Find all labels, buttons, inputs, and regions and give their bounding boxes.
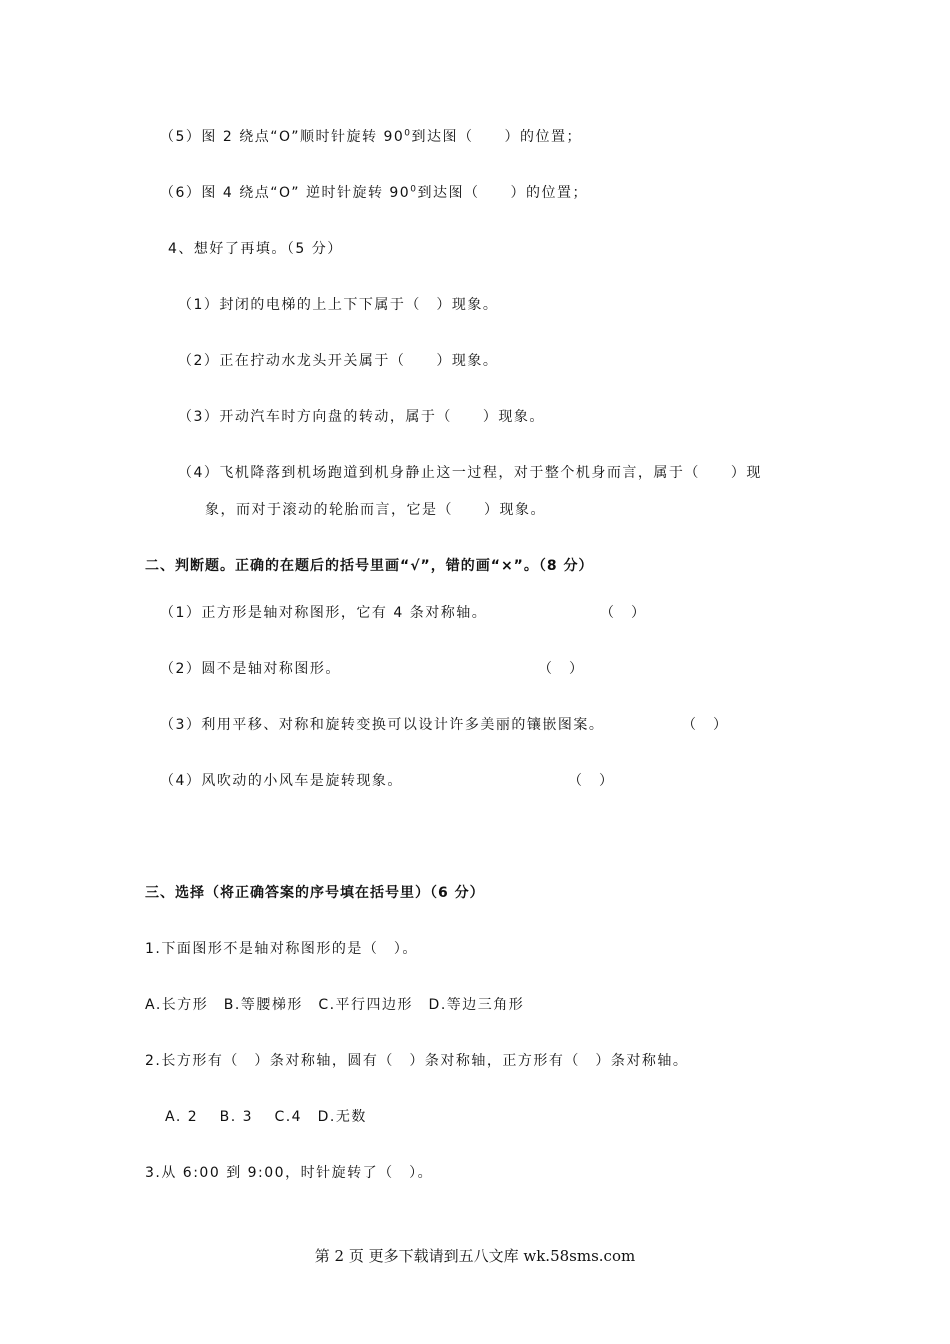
section-3-title: 三、选择（将正确答案的序号填在括号里）（6 分） — [145, 885, 485, 901]
question-5-text-post: 到达图（ ）的位置； — [411, 129, 582, 145]
judgement-bracket: （ ） — [682, 717, 729, 733]
judgement-text: （3）利用平移、对称和旋转变换可以设计许多美丽的镶嵌图案。 — [160, 717, 605, 733]
judgement-text: （2）圆不是轴对称图形。 — [160, 661, 341, 677]
question-4-item: （1）封闭的电梯的上上下下属于（ ）现象。 — [178, 297, 499, 313]
question-4-item-continued: 象，而对于滚动的轮胎而言，它是（ ）现象。 — [205, 502, 546, 518]
question-6-degree: 0 — [410, 184, 418, 195]
choice-question-2: 2.长方形有（ ）条对称轴，圆有（ ）条对称轴，正方形有（ ）条对称轴。 — [145, 1053, 689, 1069]
question-4-title: 4、想好了再填。（5 分） — [168, 241, 343, 257]
question-4-item: （2）正在拧动水龙头开关属于（ ）现象。 — [178, 353, 499, 369]
choice-question-3: 3.从 6:00 到 9:00，时针旋转了（ ）。 — [145, 1165, 434, 1181]
choice-question-1: 1.下面图形不是轴对称图形的是（ ）。 — [145, 941, 418, 957]
judgement-item — [160, 771, 800, 791]
choice-question-1-options: A.长方形 B.等腰梯形 C.平行四边形 D.等边三角形 — [145, 997, 525, 1013]
judgement-bracket: （ ） — [600, 605, 647, 621]
section-2-title: 二、判断题。正确的在题后的括号里画“√”，错的画“×”。（8 分） — [145, 558, 594, 574]
question-5-degree: 0 — [404, 128, 412, 139]
judgement-item — [160, 659, 800, 679]
judgement-text: （4）风吹动的小风车是旋转现象。 — [160, 773, 403, 789]
judgement-text: （1）正方形是轴对称图形，它有 4 条对称轴。 — [160, 605, 488, 621]
question-6-text-post: 到达图（ ）的位置； — [417, 185, 588, 201]
question-4-item: （3）开动汽车时方向盘的转动，属于（ ）现象。 — [178, 409, 545, 425]
judgement-bracket: （ ） — [538, 661, 585, 677]
question-5-text-pre: （5）图 2 绕点“O”顺时针旋转 90 — [160, 129, 405, 145]
question-4-item: （4）飞机降落到机场跑道到机身静止这一过程，对于整个机身而言，属于（ ）现 — [178, 465, 762, 481]
question-6-text-pre: （6）图 4 绕点“O” 逆时针旋转 90 — [160, 185, 411, 201]
question-6 — [160, 183, 588, 203]
choice-question-2-options: A. 2 B. 3 C.4 D.无数 — [165, 1109, 367, 1125]
judgement-bracket: （ ） — [568, 773, 615, 789]
page-footer: 第 2 页 更多下载请到五八文库 wk.58sms.com — [314, 1247, 636, 1265]
question-5 — [160, 127, 582, 147]
judgement-item — [160, 715, 800, 735]
judgement-item — [160, 603, 800, 623]
